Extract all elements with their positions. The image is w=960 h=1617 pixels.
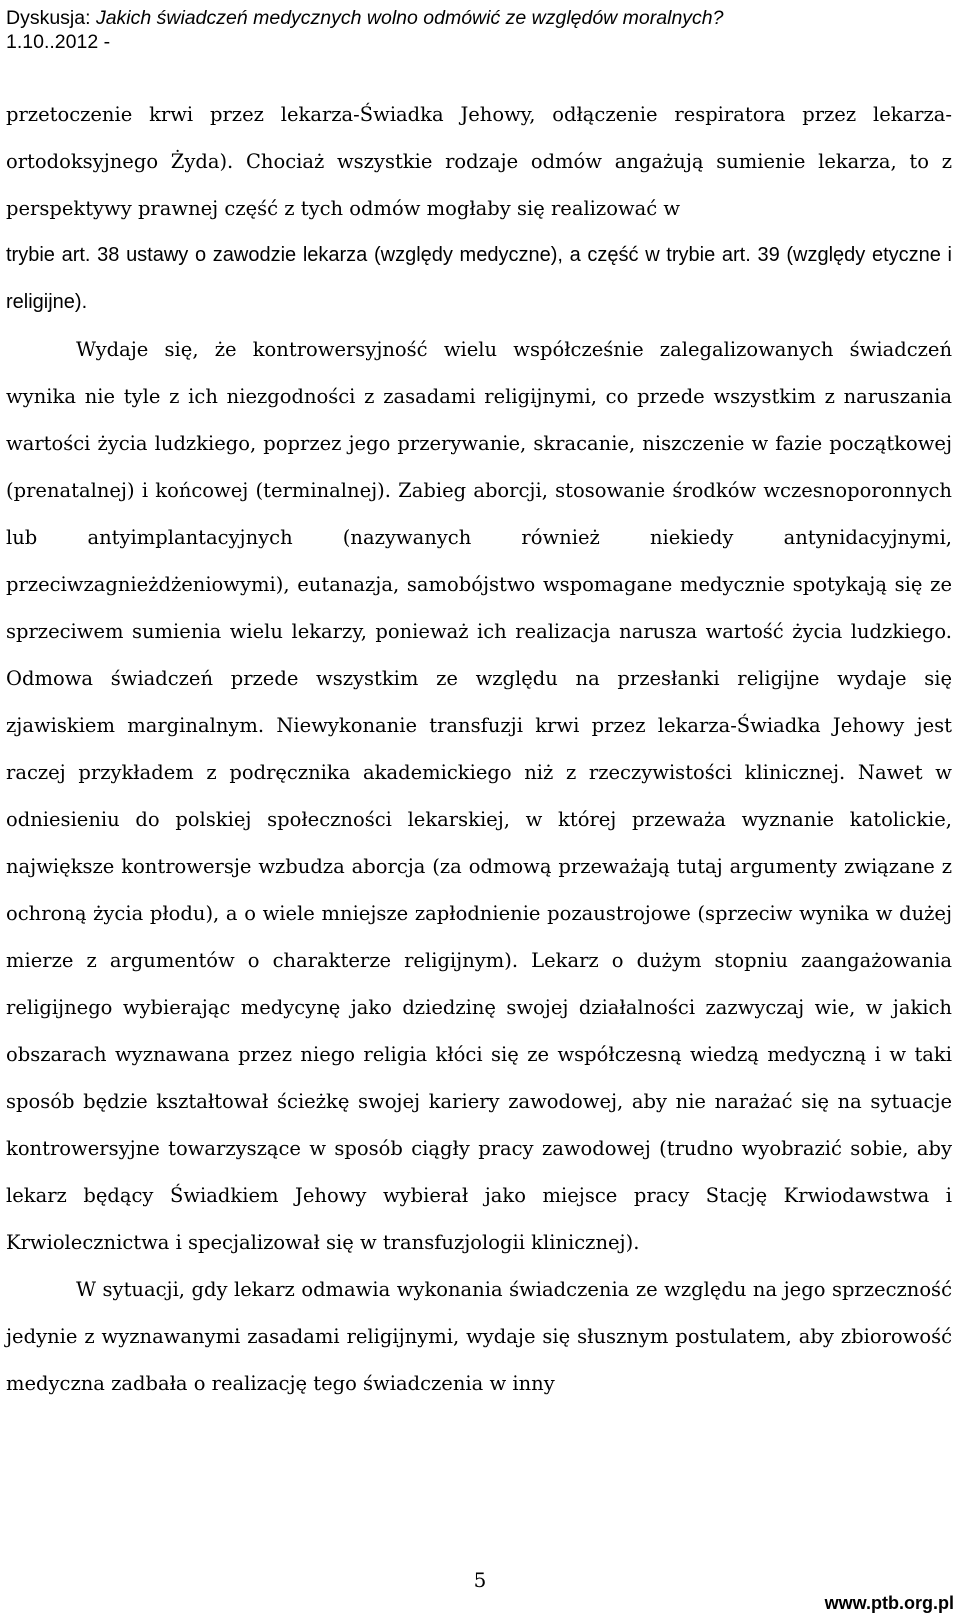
paragraph-1: przetoczenie krwi przez lekarza-Świadka Jehowy, odłączenie respiratora przez lekarza-ortodoksyjnego Żyda). Chociaż wszystkie rodzaje odmów angażują sumienie lekarza, to z perspektywy prawnej część z tych odmów mogłaby się realizować w	[6, 103, 959, 220]
site-url: www.ptb.org.pl	[824, 1593, 954, 1613]
header-date: 1.10..2012 -	[6, 31, 111, 53]
header-title: Jakich świadczeń medycznych wolno odmówić ze względów moralnych?	[95, 7, 724, 29]
document-body	[6, 91, 959, 1407]
document-header	[6, 6, 946, 54]
paragraph-3: W sytuacji, gdy lekarz odmawia wykonania świadczenia ze względu na jego sprzeczność jedynie z wyznawanymi zasadami religijnymi, wydaje się słusznym postulatem, aby zbiorowość medyczna zadbała o realizację tego świadczenia w inny	[6, 1278, 959, 1395]
header-title-line	[6, 6, 946, 30]
header-label: Dyskusja:	[6, 7, 96, 29]
paragraph-1-continued: trybie art. 38 ustawy o zawodzie lekarza (względy medyczne), a część w trybie art. 39 (względy etyczne i religijne).	[6, 244, 958, 313]
paragraph-2: Wydaje się, że kontrowersyjność wielu współcześnie zalegalizowanych świadczeń wynika nie tyle z ich niezgodności z zasadami religijnymi, co przede wszystkim z naruszania wartości życia ludzkiego, poprzez jego przerywanie, skracanie, niszczenie w fazie początkowej (prenatalnej) i końcowej (terminalnej). Zabieg aborcji, stosowanie środków wczesnoporonnych lub antyimplantacyjnych (nazywanych również niekiedy antynidacyjnymi, przeciwzagnieżdżeniowymi), eutanazja, samobójstwo wspomagane medycznie spotykają się ze sprzeciwem sumienia wielu lekarzy, ponieważ ich realizacja narusza wartość życia ludzkiego. Odmowa świadczeń przede wszystkim ze względu na przesłanki religijne wydaje się zjawiskiem marginalnym. Niewykonanie transfuzji krwi przez lekarza-Świadka Jehowy jest raczej przykładem z podręcznika akademickiego niż z rzeczywistości klinicznej. Nawet w odniesieniu do polskiej społeczności lekarskiej, w której przeważa wyznanie katolickie, największe kontrowersje wzbudza aborcja (za odmową przeważają tutaj argumenty związane z ochroną życia płodu), a o wiele mniejsze zapłodnienie pozaustrojowe (sprzeciw wynika w dużej mierze z argumentów o charakterze religijnym). Lekarz o dużym stopniu zaangażowania religijnego wybierając medycynę jako dziedzinę swojej działalności zazwyczaj wie, w jakich obszarach wyznawana przez niego religia kłóci się ze współczesną wiedzą medyczną i w taki sposób będzie kształtował ścieżkę swojej kariery zawodowej, aby nie narażać się na sytuacje kontrowersyjne towarzyszące w sposób ciągły pracy zawodowej (trudno wyobrazić sobie, aby lekarz będący Świadkiem Jehowy wybierał jako miejsce pracy Stację Krwiodawstwa i Krwiolecznictwa i specjalizował się w transfuzjologii klinicznej).	[6, 338, 959, 1254]
page-number: 5	[473, 1568, 487, 1592]
